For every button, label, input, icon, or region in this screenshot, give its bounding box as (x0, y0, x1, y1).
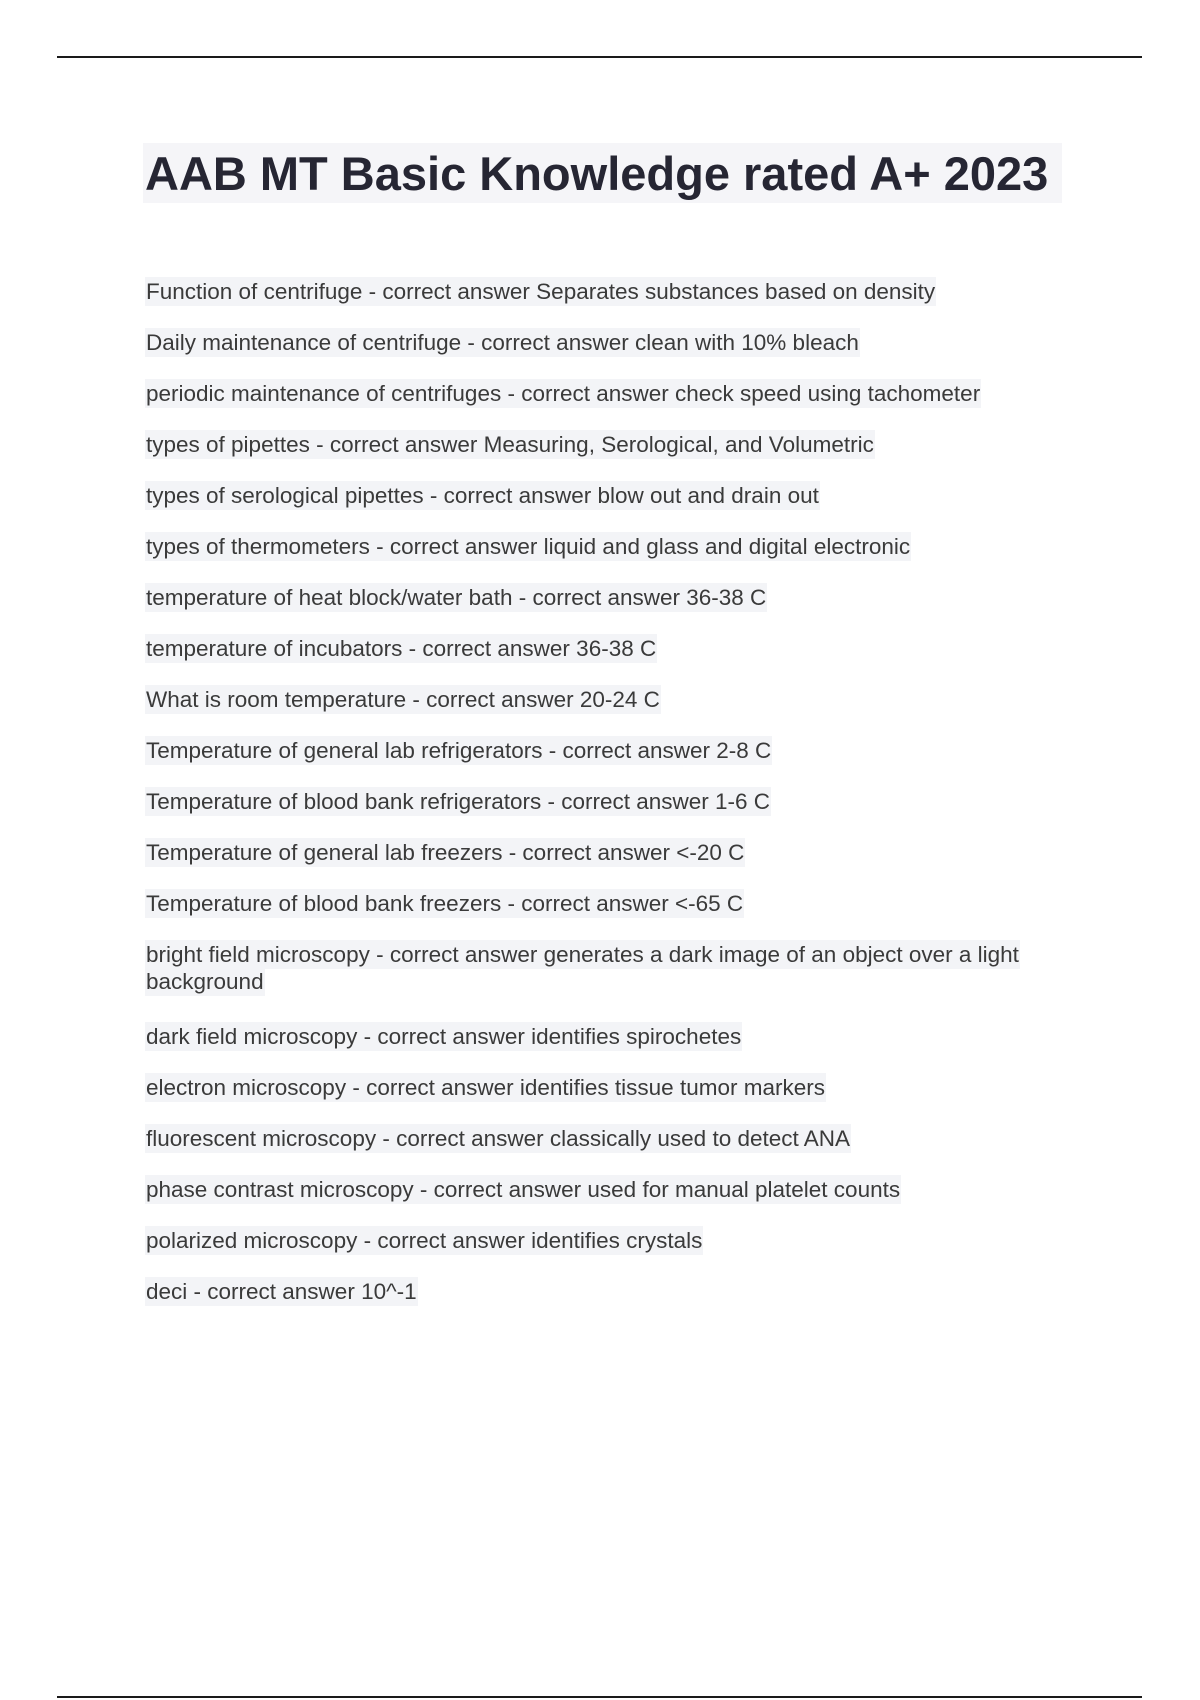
list-item (145, 584, 1090, 611)
list-item-text: types of serological pipettes - correct answer blow out and drain out (146, 483, 819, 508)
list-item-text: fluorescent microscopy - correct answer classically used to detect ANA (146, 1126, 851, 1151)
list-item (145, 1227, 1090, 1254)
list-item-text: types of thermometers - correct answer liquid and glass and digital electronic (146, 534, 911, 559)
list-item-text: polarized microscopy - correct answer identifies crystals (146, 1228, 703, 1253)
list-item-text: electron microscopy - correct answer identifies tissue tumor markers (146, 1075, 825, 1100)
list-item-text: types of pipettes - correct answer Measuring, Serological, and Volumetric (146, 432, 874, 457)
list-item-text: deci - correct answer 10^-1 (146, 1279, 417, 1304)
list-item (145, 1074, 1090, 1101)
list-item-text: periodic maintenance of centrifuges - correct answer check speed using tachometer (146, 381, 981, 406)
list-item-text: Temperature of general lab refrigerators - correct answer 2-8 C (146, 738, 772, 763)
list-item (145, 1023, 1090, 1050)
list-item-text: dark field microscopy - correct answer identifies spirochetes (146, 1024, 742, 1049)
list-item (145, 329, 1090, 356)
list-item-text: temperature of heat block/water bath - correct answer 36-38 C (146, 585, 767, 610)
list-item-text: Temperature of blood bank freezers - correct answer <-65 C (146, 891, 744, 916)
bottom-divider (57, 1696, 1142, 1698)
list-item (145, 890, 1090, 917)
list-item (145, 533, 1090, 560)
list-item (145, 737, 1090, 764)
list-item (145, 839, 1090, 866)
list-item-text: What is room temperature - correct answer 20-24 C (146, 687, 660, 712)
list-item (145, 380, 1090, 407)
list-item (145, 1176, 1090, 1203)
list-item (145, 686, 1090, 713)
title-block (143, 143, 1062, 203)
list-item-text: Temperature of blood bank refrigerators - correct answer 1-6 C (146, 789, 771, 814)
list-item-text: phase contrast microscopy - correct answer used for manual platelet counts (146, 1177, 901, 1202)
list-item (145, 1125, 1090, 1152)
list-item-text: temperature of incubators - correct answer 36-38 C (146, 636, 657, 661)
list-item (145, 941, 1090, 995)
list-item (145, 482, 1090, 509)
list-item (145, 635, 1090, 662)
list-item-text: Function of centrifuge - correct answer Separates substances based on density (146, 279, 936, 304)
top-divider (57, 56, 1142, 58)
page-title: AAB MT Basic Knowledge rated A+ 2023 (145, 146, 1049, 200)
qa-list (145, 278, 1090, 1329)
list-item (145, 788, 1090, 815)
list-item-text: Daily maintenance of centrifuge - correct answer clean with 10% bleach (146, 330, 859, 355)
list-item-text: Temperature of general lab freezers - correct answer <-20 C (146, 840, 745, 865)
list-item-text: bright field microscopy - correct answer generates a dark image of an object over a light background (146, 942, 1019, 994)
list-item (145, 1278, 1090, 1305)
list-item (145, 278, 1090, 305)
list-item (145, 431, 1090, 458)
